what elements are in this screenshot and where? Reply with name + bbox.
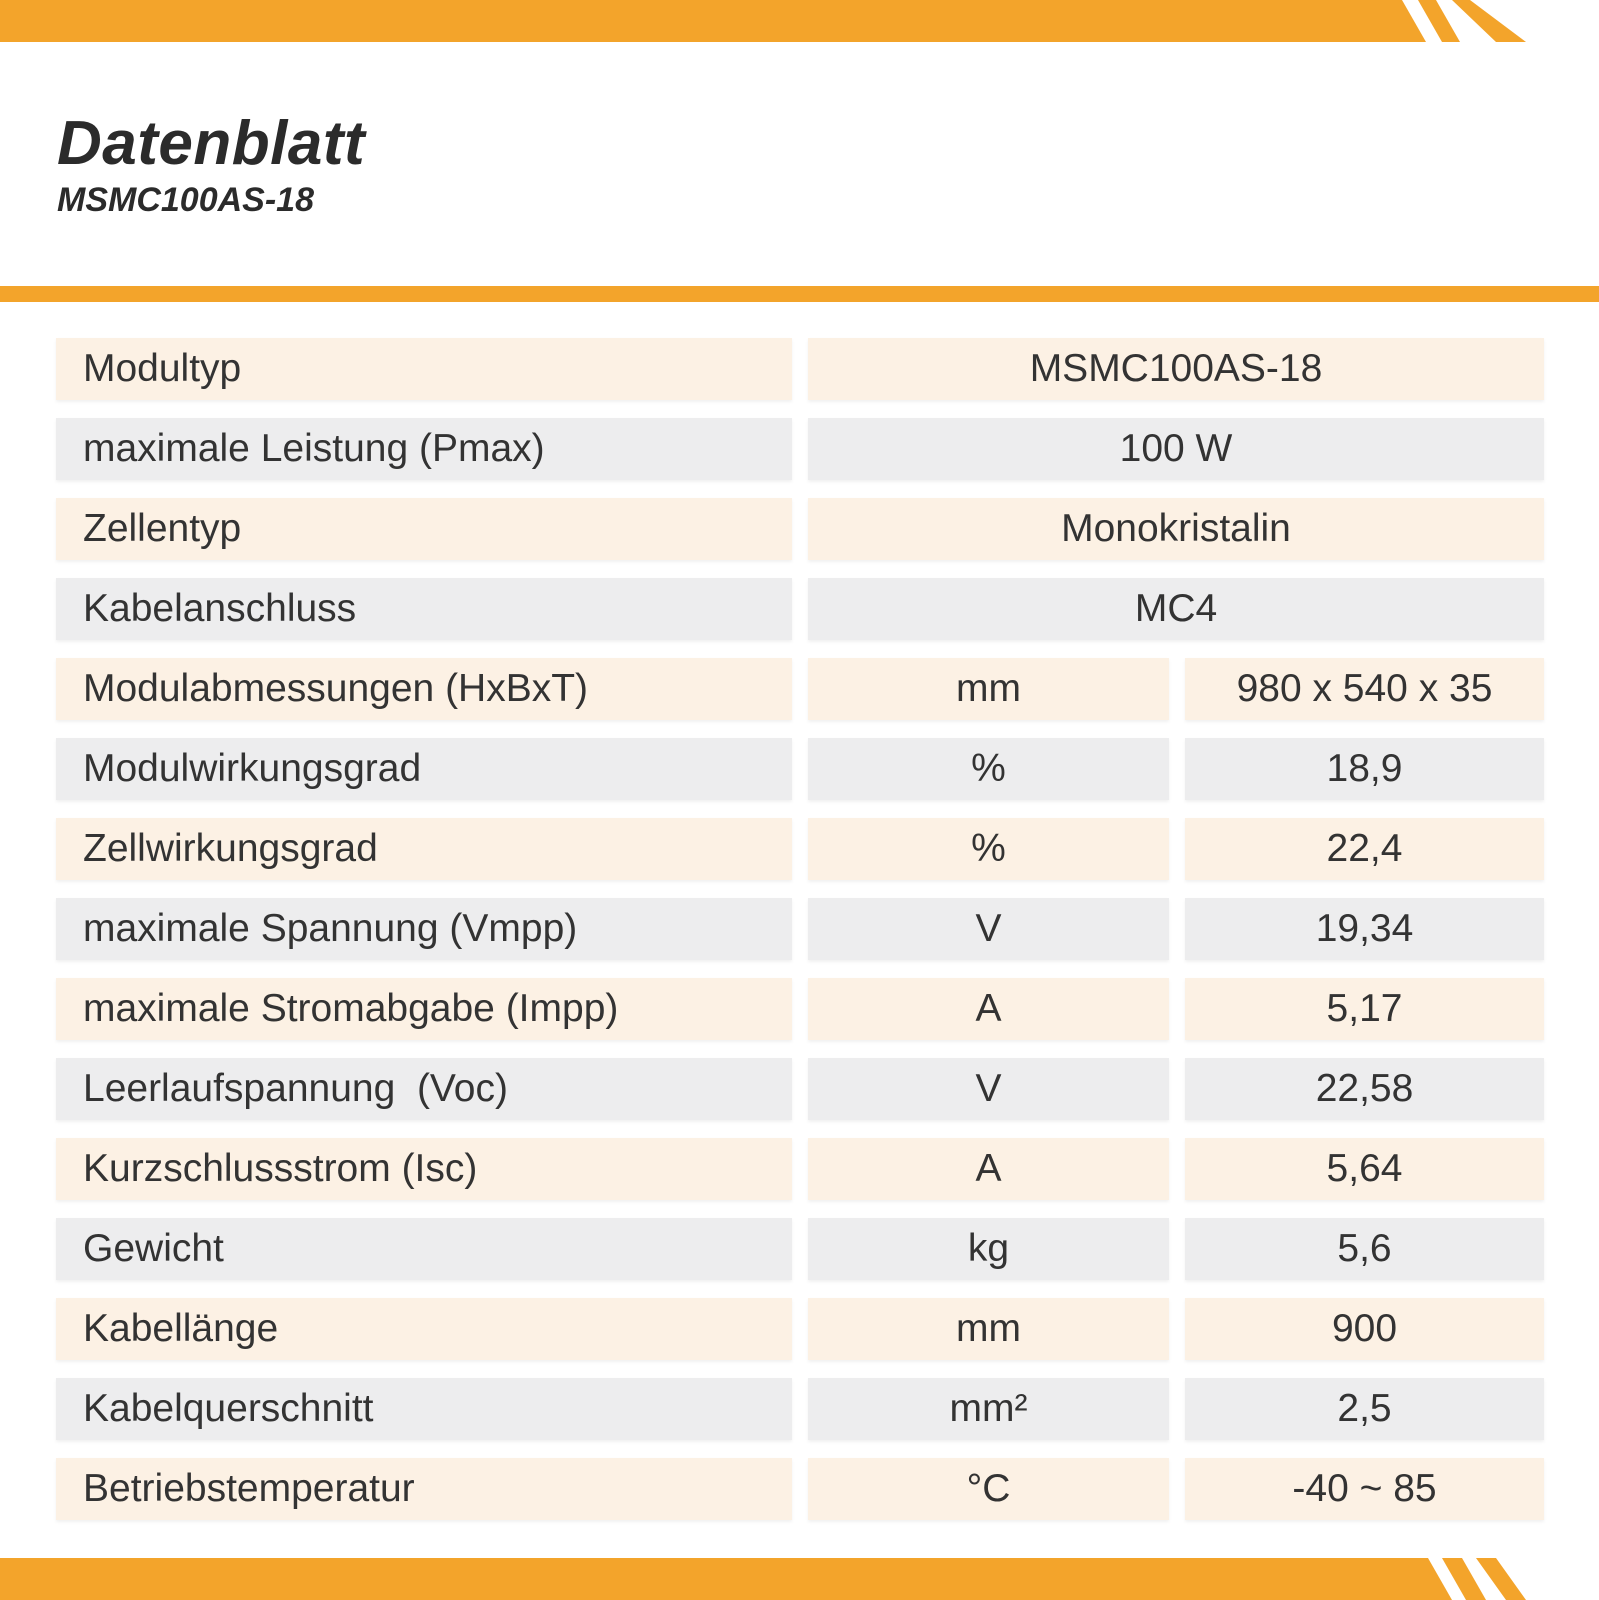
spec-value: MC4 [808,578,1544,640]
spec-value: 22,58 [1185,1058,1544,1120]
spec-row [56,818,1544,880]
spec-row [56,418,1544,480]
spec-value: 900 [1185,1298,1544,1360]
spec-unit: °C [808,1458,1169,1520]
spec-label: Gewicht [56,1218,792,1280]
spec-unit: mm [808,1298,1169,1360]
spec-row [56,898,1544,960]
spec-value: MSMC100AS-18 [808,338,1544,400]
spec-row [56,978,1544,1040]
spec-row [56,1138,1544,1200]
header [57,108,365,220]
spec-unit: V [808,898,1169,960]
spec-row [56,658,1544,720]
spec-unit: A [808,978,1169,1040]
top-stripe-slash-1 [1418,0,1460,42]
spec-row [56,1298,1544,1360]
spec-label: Kabellänge [56,1298,792,1360]
spec-label: maximale Leistung (Pmax) [56,418,792,480]
spec-unit: % [808,738,1169,800]
spec-row [56,738,1544,800]
spec-value: Monokristalin [808,498,1544,560]
spec-unit: mm [808,658,1169,720]
spec-label: Betriebstemperatur [56,1458,792,1520]
model-subtitle: MSMC100AS-18 [57,181,314,219]
top-accent-stripe [0,0,1599,42]
top-stripe-slash-2 [1452,0,1526,42]
divider-stripe [0,286,1599,302]
spec-row [56,1458,1544,1520]
spec-value: -40 ~ 85 [1185,1458,1544,1520]
spec-label: Zellentyp [56,498,792,560]
spec-value: 19,34 [1185,898,1544,960]
spec-row [56,1218,1544,1280]
spec-unit: V [808,1058,1169,1120]
spec-unit: kg [808,1218,1169,1280]
spec-row [56,578,1544,640]
spec-row [56,1378,1544,1440]
spec-unit: mm² [808,1378,1169,1440]
spec-label: Modulwirkungsgrad [56,738,792,800]
page-title: Datenblatt [57,109,366,178]
spec-value: 100 W [808,418,1544,480]
spec-value: 2,5 [1185,1378,1544,1440]
spec-value: 18,9 [1185,738,1544,800]
spec-row [56,498,1544,560]
spec-unit: A [808,1138,1169,1200]
spec-value: 980 x 540 x 35 [1185,658,1544,720]
bottom-stripe-bar [0,1558,1452,1600]
spec-row [56,338,1544,400]
spec-label: Zellwirkungsgrad [56,818,792,880]
spec-table [56,338,1544,1538]
spec-label: Kabelquerschnitt [56,1378,792,1440]
spec-unit: % [808,818,1169,880]
spec-label: Kurzschlussstrom (Isc) [56,1138,792,1200]
spec-row [56,1058,1544,1120]
spec-value: 5,17 [1185,978,1544,1040]
spec-label: Leerlaufspannung (Voc) [56,1058,792,1120]
bottom-stripe-slash-2 [1476,1558,1526,1600]
spec-value: 5,6 [1185,1218,1544,1280]
spec-label: Kabelanschluss [56,578,792,640]
spec-label: maximale Stromabgabe (Impp) [56,978,792,1040]
bottom-stripe-slash-1 [1442,1558,1486,1600]
spec-value: 5,64 [1185,1138,1544,1200]
bottom-accent-stripe [0,1558,1599,1600]
spec-label: Modulabmessungen (HxBxT) [56,658,792,720]
spec-label: Modultyp [56,338,792,400]
spec-label: maximale Spannung (Vmpp) [56,898,792,960]
top-stripe-bar [0,0,1426,42]
spec-value: 22,4 [1185,818,1544,880]
